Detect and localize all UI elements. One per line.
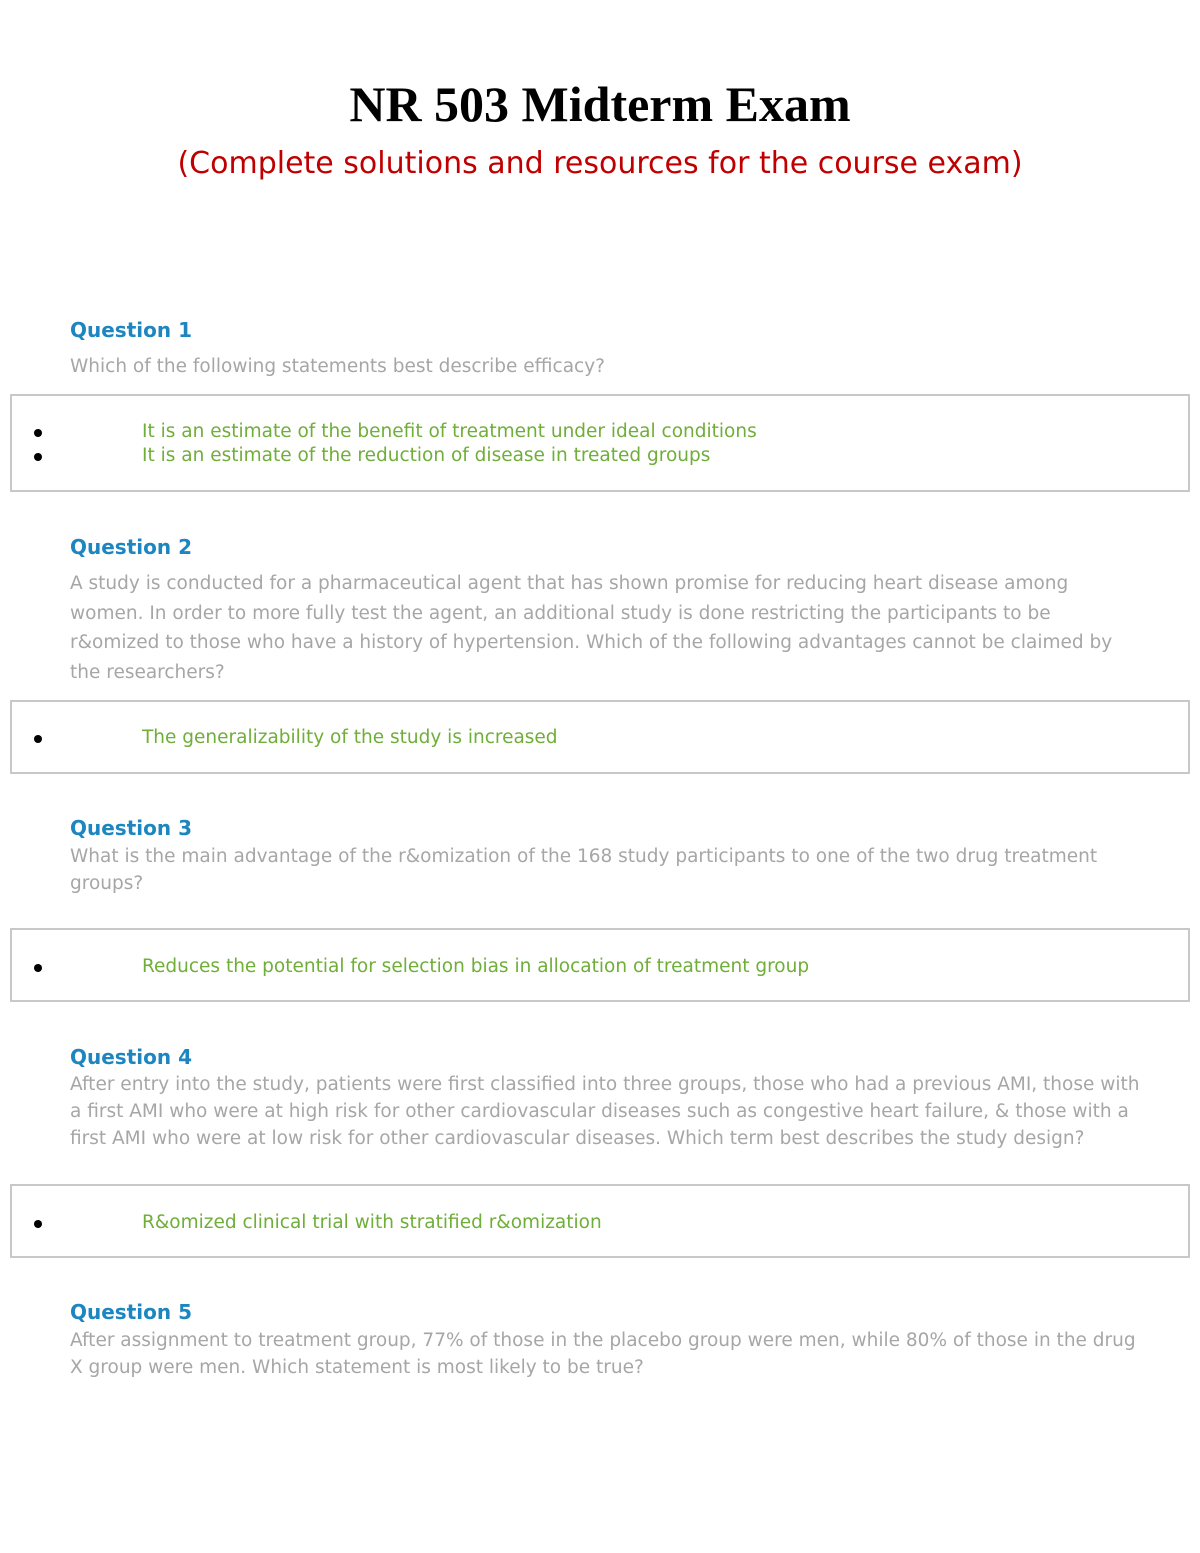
question-1-heading: Question 1 [70, 318, 192, 342]
question-3-heading: Question 3 [70, 816, 192, 840]
question-3-text: What is the main advantage of the r&omization of the 168 study participants to one of the two drug treatment groups? [70, 846, 1098, 894]
bullet-icon [34, 453, 42, 461]
question-4-text: After entry into the study, patients were first classified into three groups, those who had a previous AMI, those with a first AMI who were at high risk for other cardiovascular diseases such as congestive heart failure, & those with a first AMI who were at low risk for other cardiovascular diseases. Which term best describes the study design? [70, 1074, 1140, 1149]
question-5-text: After assignment to treatment group, 77% of those in the placebo group were men, while 80% of those in the drug X group were men. Which statement is most likely to be true? [70, 1330, 1136, 1378]
question-4-heading: Question 4 [70, 1045, 192, 1069]
answer-text: Reduces the potential for selection bias in allocation of treatment group [142, 956, 810, 977]
answer-list [12, 1211, 1188, 1235]
question-2-answer-box [10, 700, 1190, 774]
bullet-icon [34, 429, 42, 437]
answer-list [12, 420, 1188, 468]
question-2-text: A study is conducted for a pharmaceutical agent that has shown promise for reducing heart disease among women. In order to more fully test the agent, an additional study is done restricting the participants to be r&omized to those who have a history of hypertension. Which of the following advantages cannot be claimed by the researchers? [70, 573, 1113, 683]
answer-text: The generalizability of the study is increased [142, 727, 558, 748]
answer-text: R&omized clinical trial with stratified r&omization [142, 1212, 602, 1233]
bullet-icon [34, 1220, 42, 1228]
answer-item [12, 726, 1188, 750]
question-1-answer-box [10, 394, 1190, 492]
document-title: NR 503 Midterm Exam [349, 76, 851, 132]
bullet-icon [34, 964, 42, 972]
answer-item [12, 420, 1188, 444]
question-5-heading: Question 5 [70, 1300, 192, 1324]
question-2-heading: Question 2 [70, 535, 192, 559]
answer-item [12, 1211, 1188, 1235]
answer-text: It is an estimate of the benefit of treatment under ideal conditions [142, 421, 757, 442]
question-4-answer-box [10, 1184, 1190, 1258]
question-3-answer-box [10, 928, 1190, 1002]
bullet-icon [34, 735, 42, 743]
answer-list [12, 726, 1188, 750]
answer-item [12, 444, 1188, 468]
answer-item [12, 955, 1188, 979]
document-subtitle: (Complete solutions and resources for the course exam) [177, 146, 1023, 181]
answer-text: It is an estimate of the reduction of disease in treated groups [142, 445, 711, 466]
answer-list [12, 955, 1188, 979]
question-1-text: Which of the following statements best describe efficacy? [70, 356, 606, 377]
